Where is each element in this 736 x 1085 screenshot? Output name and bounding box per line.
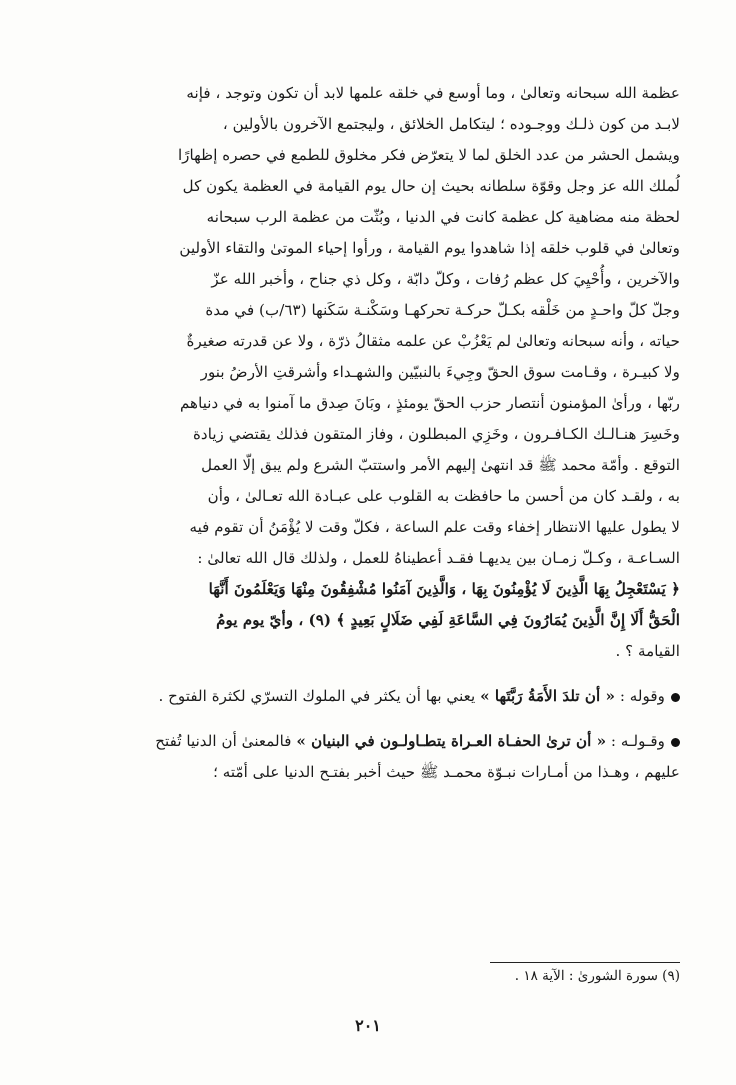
text-line: به ، ولقـد كان من أحسن ما حافظت به القلوب على عبـادة الله تعـالىٰ ، وأن [207,487,680,505]
hadith-quote: « أن ترىٰ الحفـاة العـراة يتطـاولـون في البنيان » [296,732,607,750]
bullet-prefix: وقـولـه : [606,732,665,750]
text-line: وخَسِرَ هنـالـك الكـافـرون ، وخَزِي المبطلون ، وفاز المتقون فذلك يقتضي زيادة [192,425,680,443]
paragraph-gap [52,667,680,681]
text-line: القيامة ؟ . [615,642,680,660]
footnote-divider [490,962,680,963]
text-line: عظمة الله سبحانه وتعالىٰ ، وما أوسع في خلقه علمها لابد أن تكون وتوجد ، فإنه [186,84,680,102]
quran-verse-line: ﴿ يَسْتَعْجِلُ بِهَا الَّذِينَ لَا يُؤْمِنُونَ بِهَا ، وَالَّذِينَ آمَنُوا مُشْفِقُونَ مِنْهَا وَيَعْلَمُونَ أَنَّهَا [208,580,680,598]
hadith-quote: « أن تلدَ الأَمَةُ رَبَّتَها » [480,687,616,705]
text-line: لُملك الله عز وجل وقوّة سلطانه بحيث إن حال يوم القيامة في العظمة يكون كل [182,177,680,195]
bullet-prefix: وقوله : [615,687,665,705]
text-line: وجلّ كلّ واحـدٍ من خَلْقه بكـلّ حركـة تحركهـا وسَكْنـة سَكَنها (٦٣/ب) في مدة [205,301,680,319]
bullet-icon [671,738,680,747]
text-line: ويشمل الحشر من عدد الخلق لما لا يتعرّض فكر مخلوق للطمع في حصره إظهارًا [177,146,680,164]
quran-verse-line: الْحَقُّ أَلَا إِنَّ الَّذِينَ يُمَارُونَ فِي السَّاعَةِ لَفِي ضَلَالٍ بَعِيدٍ ﴾ (٩) ، وأيّ يوم يومُ [216,611,680,629]
text-line: ولا كبيـرة ، وقـامت سوق الحقّ وجِيءَ بالنبيّين والشهـداء وأشرقتِ الأرضُ بنور [200,363,680,381]
text-line: التوقع . وأمّة محمد ﷺ قد انتهىٰ إليهم الأمر واستتبّ الشرع ولم يبق إلّا العمل [201,456,680,474]
bullet-text: يعني بها أن يكثر في الملوك التسرّي لكثرة الفتوح . [158,687,481,705]
text-line: عليهم ، وهـذا من أمـارات نبـوّة محمـد ﷺ حيث أخبر بفتـح الدنيا على أمّته ؛ [213,763,680,781]
text-line: ربّها ، ورأىٰ المؤمنون أنتصار حزب الحقّ يومئذٍ ، وبَانَ صِدق ما آمنوا به في دنياهم [179,394,680,412]
bullet-item-1 [52,681,680,712]
text-line: السـاعـة ، وكـلّ زمـان بين يديهـا فقـد أعطيناهُ للعمل ، ولذلك قال الله تعالىٰ : [197,549,680,567]
bullet-text: فالمعنىٰ أن الدنيا تُفتح [155,732,297,750]
bullet-icon [671,693,680,702]
footnote: (٩) سورة الشورىٰ : الآية ١٨ . [514,968,680,984]
page-number: ٢٠١ [355,1016,381,1035]
text-line: لا يطول عليها الانتظار إخفاء وقت علم الساعة ، فكلّ وقت لا يُؤْمَنُ أن تقوم فيه [189,518,680,536]
text-line: حياته ، وأنه سبحانه وتعالىٰ لم يَعْزُبْ عن علمه مثقالُ ذرّة ، ولا عن قدرته صغيرةٌ [186,332,680,350]
bullet-item-2 [52,726,680,757]
text-line: لابـد من كون ذلـك ووجـوده ؛ ليتكامل الخلائق ، وليجتمع الآخرون بالأولين ، [222,115,680,133]
text-line: وتعالىٰ في قلوب خلقه إذا شاهدوا يوم القيامة ، ورأوا إحياء الموتىٰ والتقاء الأولين [179,239,680,257]
text-line: لحظة منه مضاهية كل عظمة كانت في الدنيا ، وبُثّت من عظمة الرب سبحانه [206,208,680,226]
text-line: والآخرين ، وأُحْيِيَ كل عظم رُفات ، وكلّ دابّة ، وكل ذي جناح ، وأخبر الله عزّ [211,270,680,288]
paragraph-gap [52,712,680,726]
body-text [52,78,680,788]
